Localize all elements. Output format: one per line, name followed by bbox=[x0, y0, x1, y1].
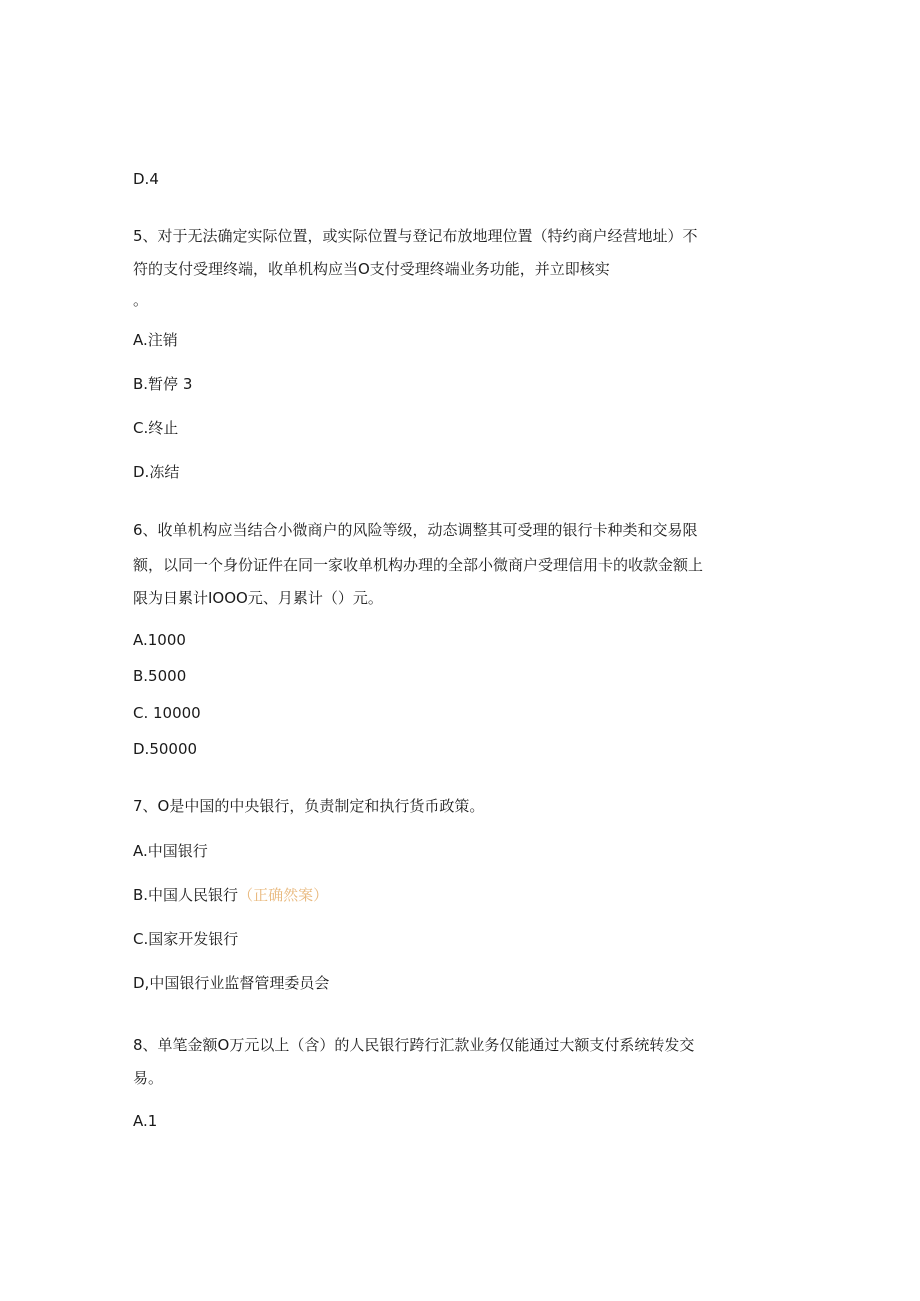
question-5-line-1: 5、对于无法确定实际位置，或实际位置与登记布放地理位置（特约商户经营地址）不 bbox=[133, 227, 698, 245]
option-a-q5: A.注销 bbox=[133, 331, 178, 349]
option-b-q7 bbox=[133, 885, 328, 905]
question-5-line-2: 符的支付受理终端，收单机构应当O支付受理终端业务功能，并立即核实 bbox=[133, 260, 610, 278]
question-5-line-3: 。 bbox=[133, 291, 149, 309]
question-6-line-3: 限为日累计IOOO元、月累计（）元。 bbox=[133, 589, 383, 607]
option-d-q7: D,中国银行业监督管理委员会 bbox=[133, 974, 330, 992]
question-7: 7、O是中国的中央银行，负责制定和执行货币政策。 bbox=[133, 797, 485, 815]
question-6-line-1: 6、收单机构应当结合小微商户的风险等级，动态调整其可受理的银行卡种类和交易限 bbox=[133, 521, 698, 539]
option-a-q8: A.1 bbox=[133, 1112, 158, 1130]
option-d-q6: D.50000 bbox=[133, 740, 198, 758]
answer-hint: （正确然案） bbox=[238, 886, 329, 904]
option-c-q5: C.终止 bbox=[133, 419, 179, 437]
option-b-q7-text: B.中国人民银行 bbox=[133, 886, 239, 904]
option-c-q6: C. 10000 bbox=[133, 704, 201, 722]
option-c-q7: C.国家开发银行 bbox=[133, 930, 239, 948]
option-a-q7: A.中国银行 bbox=[133, 842, 208, 860]
option-d-q5: D.冻结 bbox=[133, 463, 180, 481]
question-6-line-2: 额，以同一个身份证件在同一家收单机构办理的全部小微商户受理信用卡的收款金额上 bbox=[133, 556, 704, 574]
option-a-q6: A.1000 bbox=[133, 631, 186, 649]
option-b-q5: B.暂停 3 bbox=[133, 375, 193, 393]
question-8-line-1: 8、单笔金额O万元以上（含）的人民银行跨行汇款业务仅能通过大额支付系统转发交 bbox=[133, 1036, 695, 1054]
option-d-q4: D.4 bbox=[133, 170, 159, 188]
option-b-q6: B.5000 bbox=[133, 667, 187, 685]
question-8-line-2: 易。 bbox=[133, 1069, 164, 1087]
